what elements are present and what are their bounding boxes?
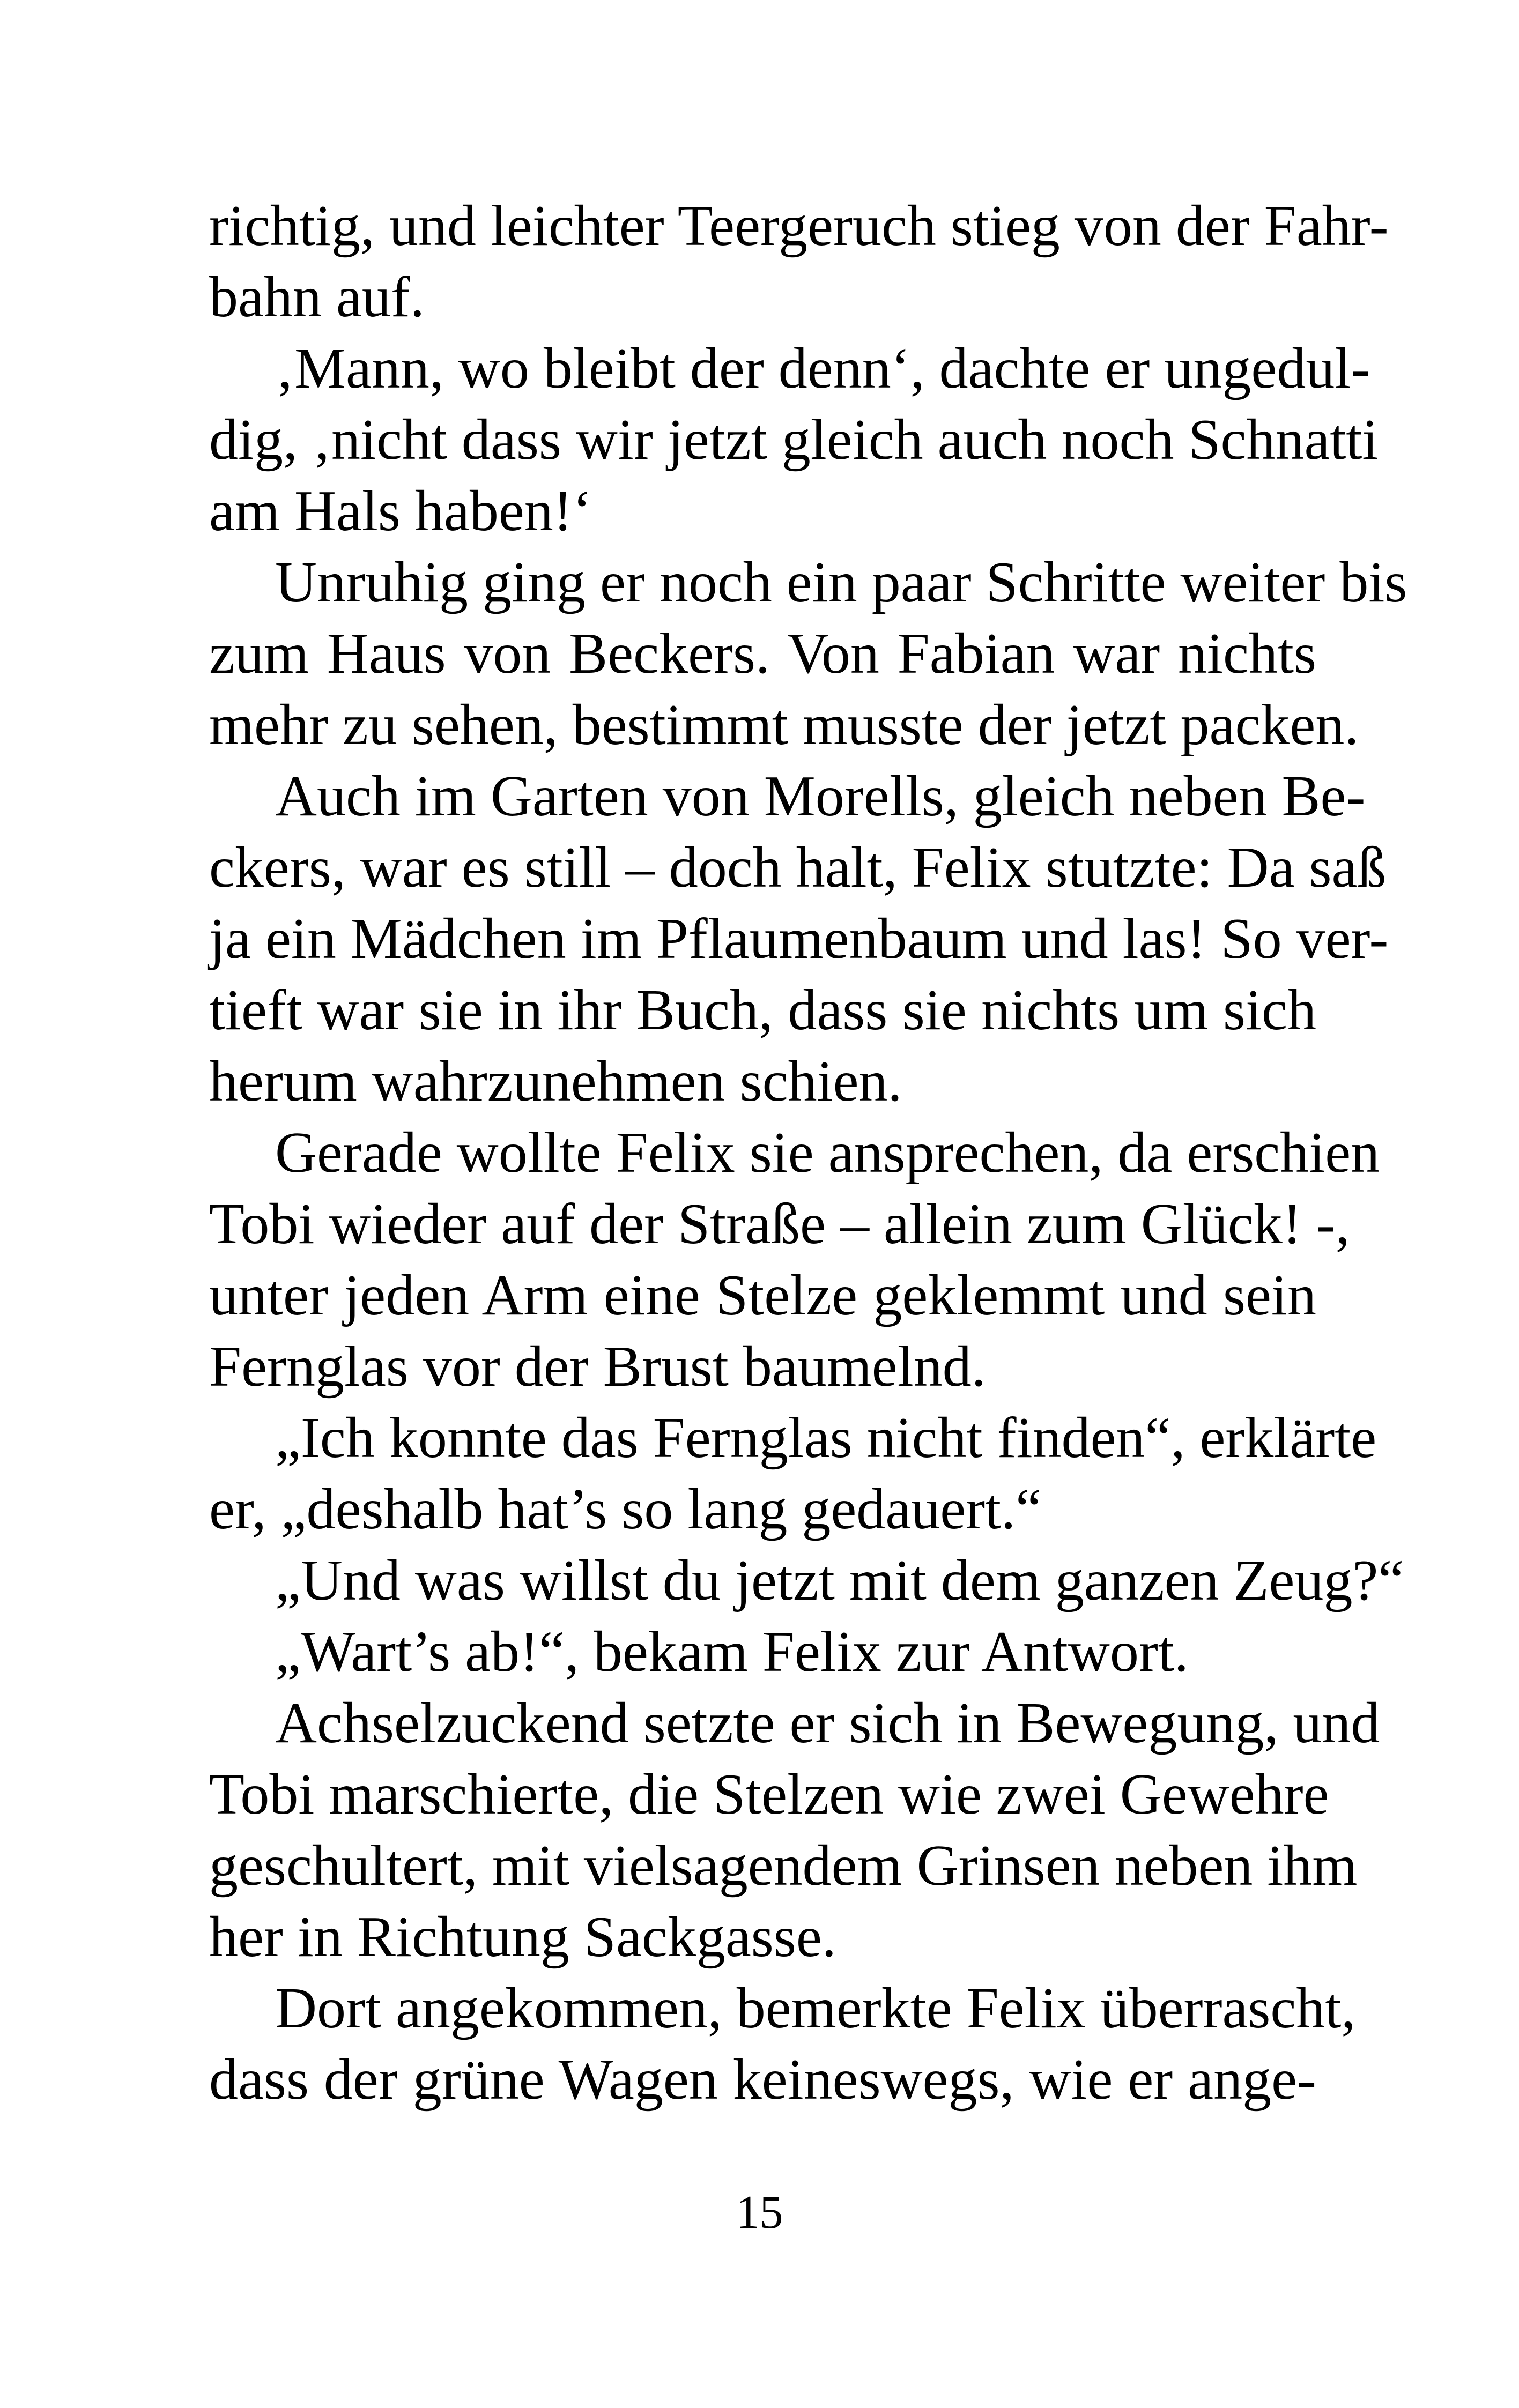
text-line: Dort angekommen, bemerkte Felix überrascht, <box>275 1976 1356 2040</box>
text-line: mehr zu sehen, bestimmt musste der jetzt packen. <box>209 693 1359 757</box>
text-line: dig, ‚nicht dass wir jetzt gleich auch noch Schnatti <box>209 408 1379 472</box>
text-line: her in Richtung Sackgasse. <box>209 1905 836 1969</box>
text-line: Auch im Garten von Morells, gleich neben Be- <box>275 764 1366 828</box>
text-line: bahn auf. <box>209 265 425 329</box>
text-line: Tobi marschierte, die Stelzen wie zwei Gewehre <box>209 1763 1329 1826</box>
text-line: er, „deshalb hat’s so lang gedauert.“ <box>209 1477 1042 1541</box>
text-line: dass der grüne Wagen keineswegs, wie er ange- <box>209 2048 1316 2112</box>
text-line: ‚Mann, wo bleibt der denn‘, dachte er ungedul- <box>275 337 1370 400</box>
text-line: richtig, und leichter Teergeruch stieg von der Fahr- <box>209 194 1389 258</box>
text-line: tieft war sie in ihr Buch, dass sie nichts um sich <box>209 978 1316 1042</box>
text-line: Gerade wollte Felix sie ansprechen, da erschien <box>275 1121 1380 1185</box>
text-line: Achselzuckend setzte er sich in Bewegung, und <box>275 1691 1380 1755</box>
text-line: Fernglas vor der Brust baumelnd. <box>209 1335 986 1399</box>
text-line: Tobi wieder auf der Straße – allein zum Glück! -, <box>209 1192 1350 1256</box>
page-number: 15 <box>736 2187 783 2239</box>
text-line: geschultert, mit vielsagendem Grinsen neben ihm <box>209 1834 1358 1898</box>
body-text <box>209 190 1407 2115</box>
text-line: „Und was willst du jetzt mit dem ganzen Zeug?“ <box>275 1549 1404 1612</box>
text-line: unter jeden Arm eine Stelze geklemmt und sein <box>209 1264 1316 1327</box>
text-line: ckers, war es still – doch halt, Felix stutzte: Da saß <box>209 836 1387 900</box>
text-line: herum wahrzunehmen schien. <box>209 1050 902 1113</box>
text-line: Unruhig ging er noch ein paar Schritte weiter bis <box>275 551 1407 614</box>
text-line: am Hals haben!‘ <box>209 479 592 543</box>
text-line: zum Haus von Beckers. Von Fabian war nichts <box>209 622 1316 686</box>
text-line: ja ein Mädchen im Pflaumenbaum und las! So ver- <box>209 907 1389 971</box>
text-line: „Ich konnte das Fernglas nicht finden“, erklärte <box>275 1406 1377 1470</box>
text-line: „Wart’s ab!“, bekam Felix zur Antwort. <box>275 1620 1189 1684</box>
